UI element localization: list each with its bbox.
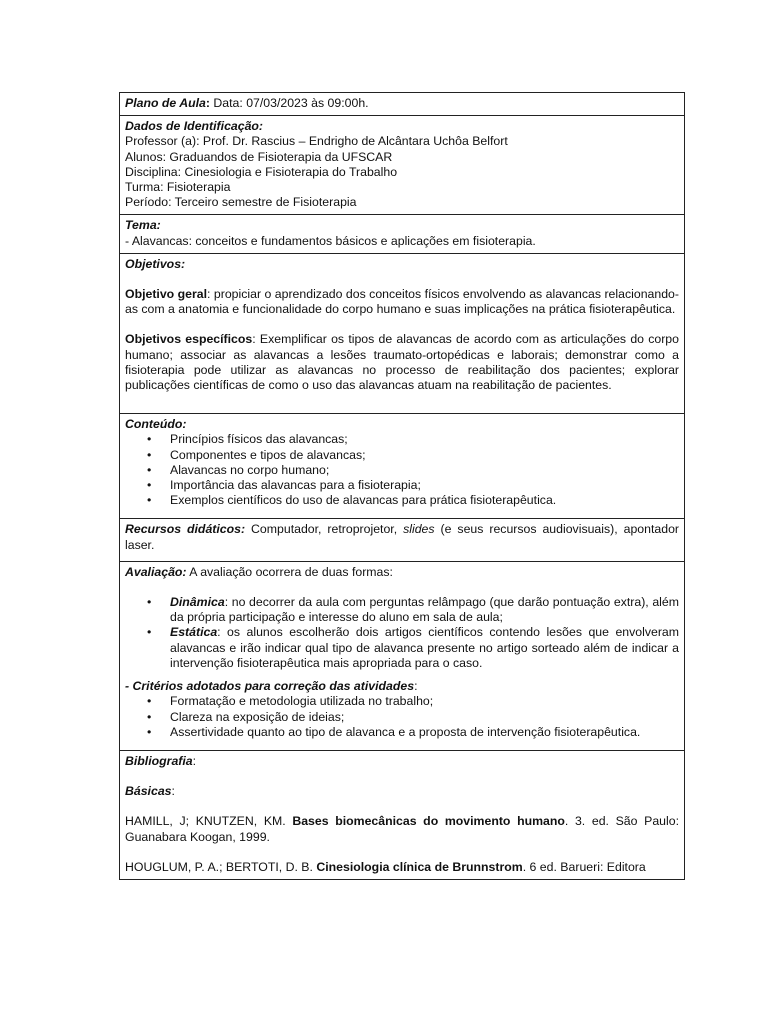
objetivos-title: Objetivos: [125, 256, 186, 271]
criterios-heading: - Critérios adotados para correção das atividades: [125, 679, 418, 694]
header-row [120, 93, 685, 116]
list-item: • Alavancas no corpo humano; [170, 463, 679, 478]
objetivos-row [120, 253, 685, 413]
avaliacao-row [120, 561, 685, 750]
objetivos-especificos-text: : Exemplificar os tipos de alavancas de acordo com as articulações do corpo humano; associar as alavancas a lesões traumato-ortopédicas e laborais; demonstrar como a fisioterapia pode utilizar as alavancas no processo de reabilitação dos pacientes; explorar publicações científicas de como o uso das alavancas atuam na reabilitação de pacientes. [125, 332, 679, 393]
conteudo-cell [120, 414, 685, 519]
avaliacao-cell [120, 561, 685, 750]
identificacao-line: Período: Terceiro semestre de Fisioterapia [125, 195, 357, 210]
list-item: • Componentes e tipos de alavancas; [170, 448, 679, 463]
identificacao-title: Dados de Identificação: [125, 119, 264, 134]
identificacao-line: Alunos: Graduandos de Fisioterapia da UFSCAR [125, 149, 393, 164]
objetivo-geral-text: : propiciar o aprendizado dos conceitos físicos envolvendo as alavancas relacionando-as com a anatomia e funcionalidade do corpo humano e suas implicações na prática fisioterapêutica. [125, 287, 679, 317]
recursos-row [120, 519, 685, 561]
objetivo-geral [125, 287, 679, 317]
list-item: • Princípios físicos das alavancas; [170, 432, 679, 447]
identificacao-line: Turma: Fisioterapia [125, 180, 231, 195]
bibliografia-cell: Bibliografia: Básicas: HAMILL, J; KNUTZEN, KM. Bases biomecânicas do movimento humano. 3. ed. São Paulo: Guanabara Koogan, 1999. HOUGLUM, P. A.; BERTOTI, D. B. Cinesiologia clínica de Brunnstrom. 6 ed. Barueri: Editora [120, 750, 685, 879]
criterios-list [125, 694, 679, 740]
recursos-title: Recursos didáticos: [125, 522, 246, 537]
identificacao-row [120, 116, 685, 215]
header-cell: Plano de Aula: Data: 07/03/2023 às 09:00h. [120, 93, 685, 116]
lesson-plan-table [119, 92, 685, 880]
header-date: Data: 07/03/2023 às 09:00h. [209, 96, 369, 110]
list-item: • Formatação e metodologia utilizada no trabalho; [170, 694, 679, 709]
list-item: • Assertividade quanto ao tipo de alavanca e a proposta de intervenção fisioterapêutica. [170, 725, 679, 740]
bibliografia-row [120, 750, 685, 879]
avaliacao-formas-list [125, 595, 679, 671]
list-item: • Dinâmica: no decorrer da aula com perguntas relâmpago (que darão pontuação extra), além da própria participação e interesse do aluno em sala de aula; [170, 595, 679, 625]
reference-item: HOUGLUM, P. A.; BERTOTI, D. B. Cinesiologia clínica de Brunnstrom. 6 ed. Barueri: Editora [125, 859, 646, 874]
tema-row [120, 215, 685, 253]
conteudo-row [120, 414, 685, 519]
reference-item: HAMILL, J; KNUTZEN, KM. Bases biomecânicas do movimento humano. 3. ed. São Paulo: Guanabara Koogan, 1999. [125, 814, 679, 844]
list-item: • Estática: os alunos escolherão dois artigos científicos contendo lesões que envolveram alavancas e irão indicar qual tipo de alavanca presente no artigo sorteado além de indicar a intervenção fisioterapêutica mais apropriada para o caso. [170, 625, 679, 671]
lesson-plan-document [119, 92, 685, 922]
list-item: • Exemplos científicos do uso de alavancas para prática fisioterapêutica. [170, 493, 679, 508]
avaliacao-intro: A avaliação ocorrera de duas formas: [186, 564, 393, 579]
avaliacao-title: Avaliação: [125, 564, 187, 579]
identificacao-line: Professor (a): Prof. Dr. Rascius – Endrigho de Alcântara Uchôa Belfort [125, 134, 508, 149]
bibliografia-title: Bibliografia [125, 753, 193, 768]
recursos-text: Recursos didáticos: Computador, retroprojetor, slides (e seus recursos audiovisuais), apontador laser. [125, 522, 680, 552]
objetivos-cell [120, 253, 685, 413]
identificacao-cell [120, 116, 685, 215]
recursos-cell [120, 519, 685, 561]
tema-cell [120, 215, 685, 253]
tema-title: Tema: [125, 218, 161, 233]
list-item: • Importância das alavancas para a fisioterapia; [170, 478, 679, 493]
objetivos-especificos [125, 332, 679, 393]
tema-text: - Alavancas: conceitos e fundamentos básicos e aplicações em fisioterapia. [125, 233, 536, 248]
basicas-title: Básicas [125, 784, 172, 799]
identificacao-line: Disciplina: Cinesiologia e Fisioterapia do Trabalho [125, 164, 398, 179]
list-item: • Clareza na exposição de ideias; [170, 710, 679, 725]
header-label: Plano de Aula [125, 96, 206, 110]
objetivos-especificos-label: Objetivos específicos [125, 332, 253, 347]
objetivo-geral-label: Objetivo geral [125, 287, 208, 302]
conteudo-title: Conteúdo: [125, 417, 187, 432]
conteudo-list [125, 432, 679, 508]
